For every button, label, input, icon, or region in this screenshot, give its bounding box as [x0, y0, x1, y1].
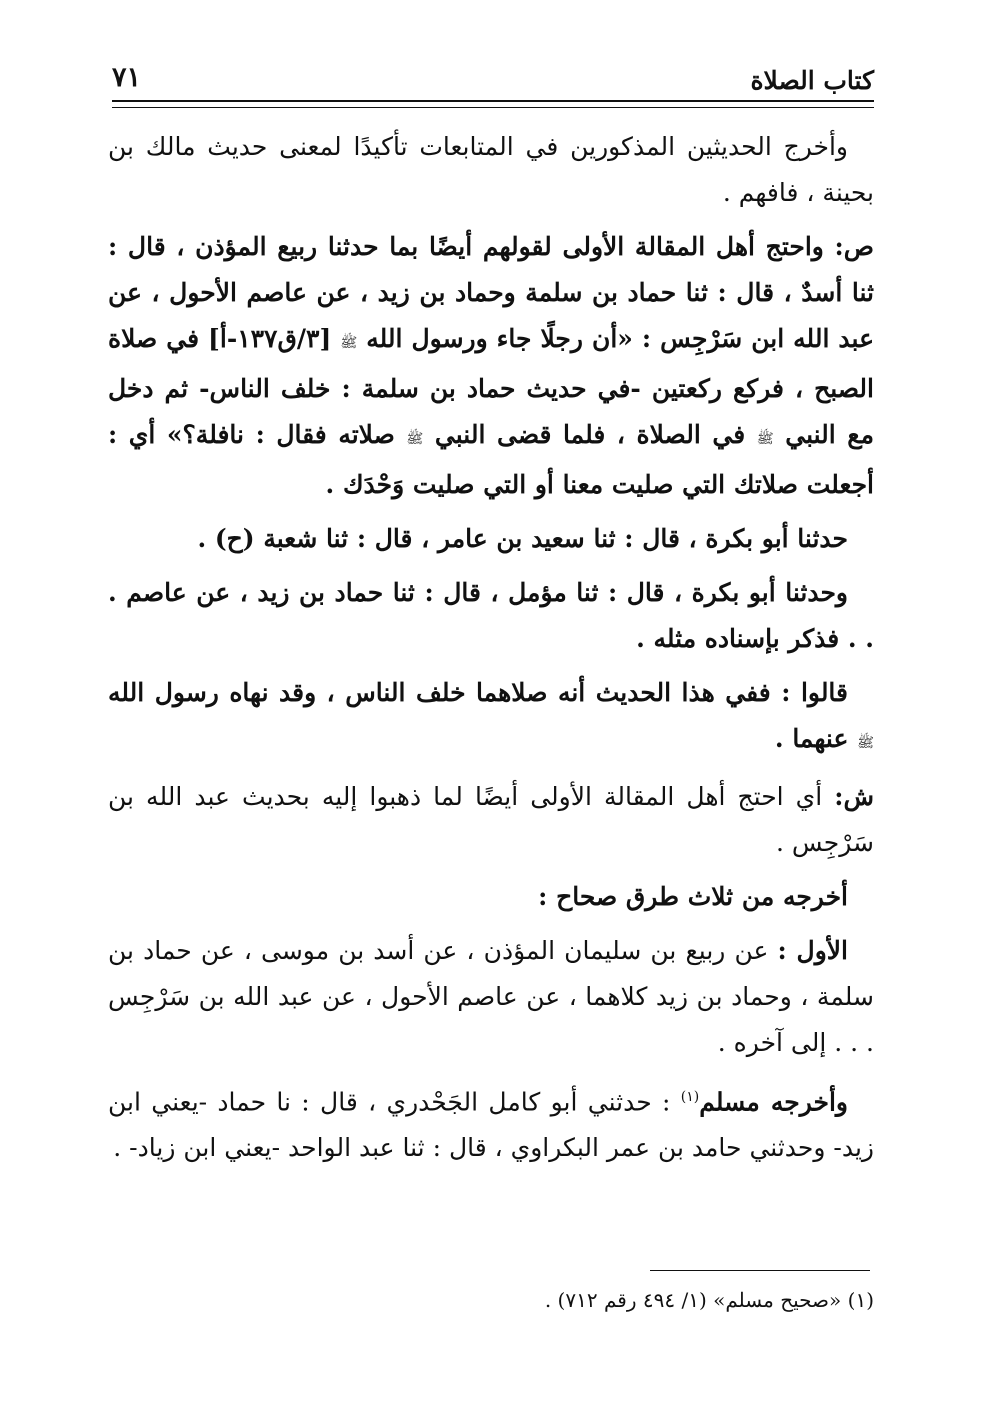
- page-header: [112, 58, 874, 102]
- first-route-label: الأول :: [777, 936, 849, 965]
- paragraph-7: أخرجه من ثلاث طرق صحاح :: [538, 882, 848, 911]
- muslim-source-label: وأخرجه مسلم: [699, 1087, 848, 1117]
- paragraph-5: قالوا : ففي هذا الحديث أنه صلاهما خلف الناس ، وقد نهاه رسول الله ﷺ عنهما .: [108, 678, 874, 753]
- footnote: (١) «صحيح مسلم» (١/ ٤٩٤ رقم ٧١٢) .: [544, 1288, 874, 1312]
- paragraph-9: وأخرجه مسلم$^{(١)}$ : حدثني أبو كامل الجَحْدري ، قال : نا حماد -يعني ابن زيد- وحدثني حامد بن عمر البكراوي ، قال : ثنا عبد الواحد -يعني ابن زياد- .: [108, 1087, 874, 1163]
- header-rule-thin: [112, 107, 874, 108]
- paragraph-8: الأول : عن ربيع بن سليمان المؤذن ، عن أسد بن موسى ، عن حماد بن سلمة ، وحماد بن زيد كلاهما ، عن عاصم الأحول ، عن عبد الله بن سَرْجِس . . . إلى آخره .: [108, 936, 874, 1057]
- salutation-glyph: ﷺ: [857, 735, 874, 751]
- matn-marker: ص:: [834, 232, 874, 261]
- paragraph-4: وحدثنا أبو بكرة ، قال : ثنا مؤمل ، قال : ثنا حماد بن زيد ، عن عاصم . . . فذكر بإسناده مثله .: [108, 578, 874, 653]
- header-rule-thick: [112, 100, 874, 102]
- sharh-marker: ش:: [834, 782, 874, 811]
- chapter-title: كتاب الصلاة: [750, 66, 874, 95]
- page-number: ٧١: [112, 62, 142, 93]
- footnote-reference: (١): [680, 1089, 700, 1105]
- paragraph-1: وأخرج الحديثين المذكورين في المتابعات تأكيدًا لمعنى حديث مالك بن بحينة ، فافهم .: [108, 132, 874, 207]
- salutation-glyph: ﷺ: [406, 431, 424, 447]
- footnote-rule: [650, 1270, 870, 1271]
- paragraph-2: ص: واحتج أهل المقالة الأولى لقولهم أيضًا بما حدثنا ربيع المؤذن ، قال : ثنا أسدٌ ، قال : ثنا حماد بن سلمة وحماد بن زيد ، عن عاصم الأحول ، عن عبد الله ابن سَرْجِس : «أن رجلًا جاء ورسول الله ﷺ [٣/ق١٣٧-أ] في صلاة الصبح ، فركع ركعتين -في حديث حماد بن سلمة : خلف الناس- ثم دخل مع النبي ﷺ في الصلاة ، فلما قضى النبي ﷺ صلاته فقال : نافلة؟» أي : أجعلت صلاتك التي صليت معنا أو التي صليت وَحْدَك .: [108, 232, 875, 499]
- paragraph-3: حدثنا أبو بكرة ، قال : ثنا سعيد بن عامر ، قال : ثنا شعبة (ح) .: [197, 524, 848, 553]
- salutation-glyph: ﷺ: [340, 335, 358, 351]
- salutation-glyph: ﷺ: [756, 431, 774, 447]
- paragraph-6: ش: أي احتج أهل المقالة الأولى أيضًا لما ذهبوا إليه بحديث عبد الله بن سَرْجِس .: [108, 782, 874, 857]
- page-body: [108, 124, 874, 1179]
